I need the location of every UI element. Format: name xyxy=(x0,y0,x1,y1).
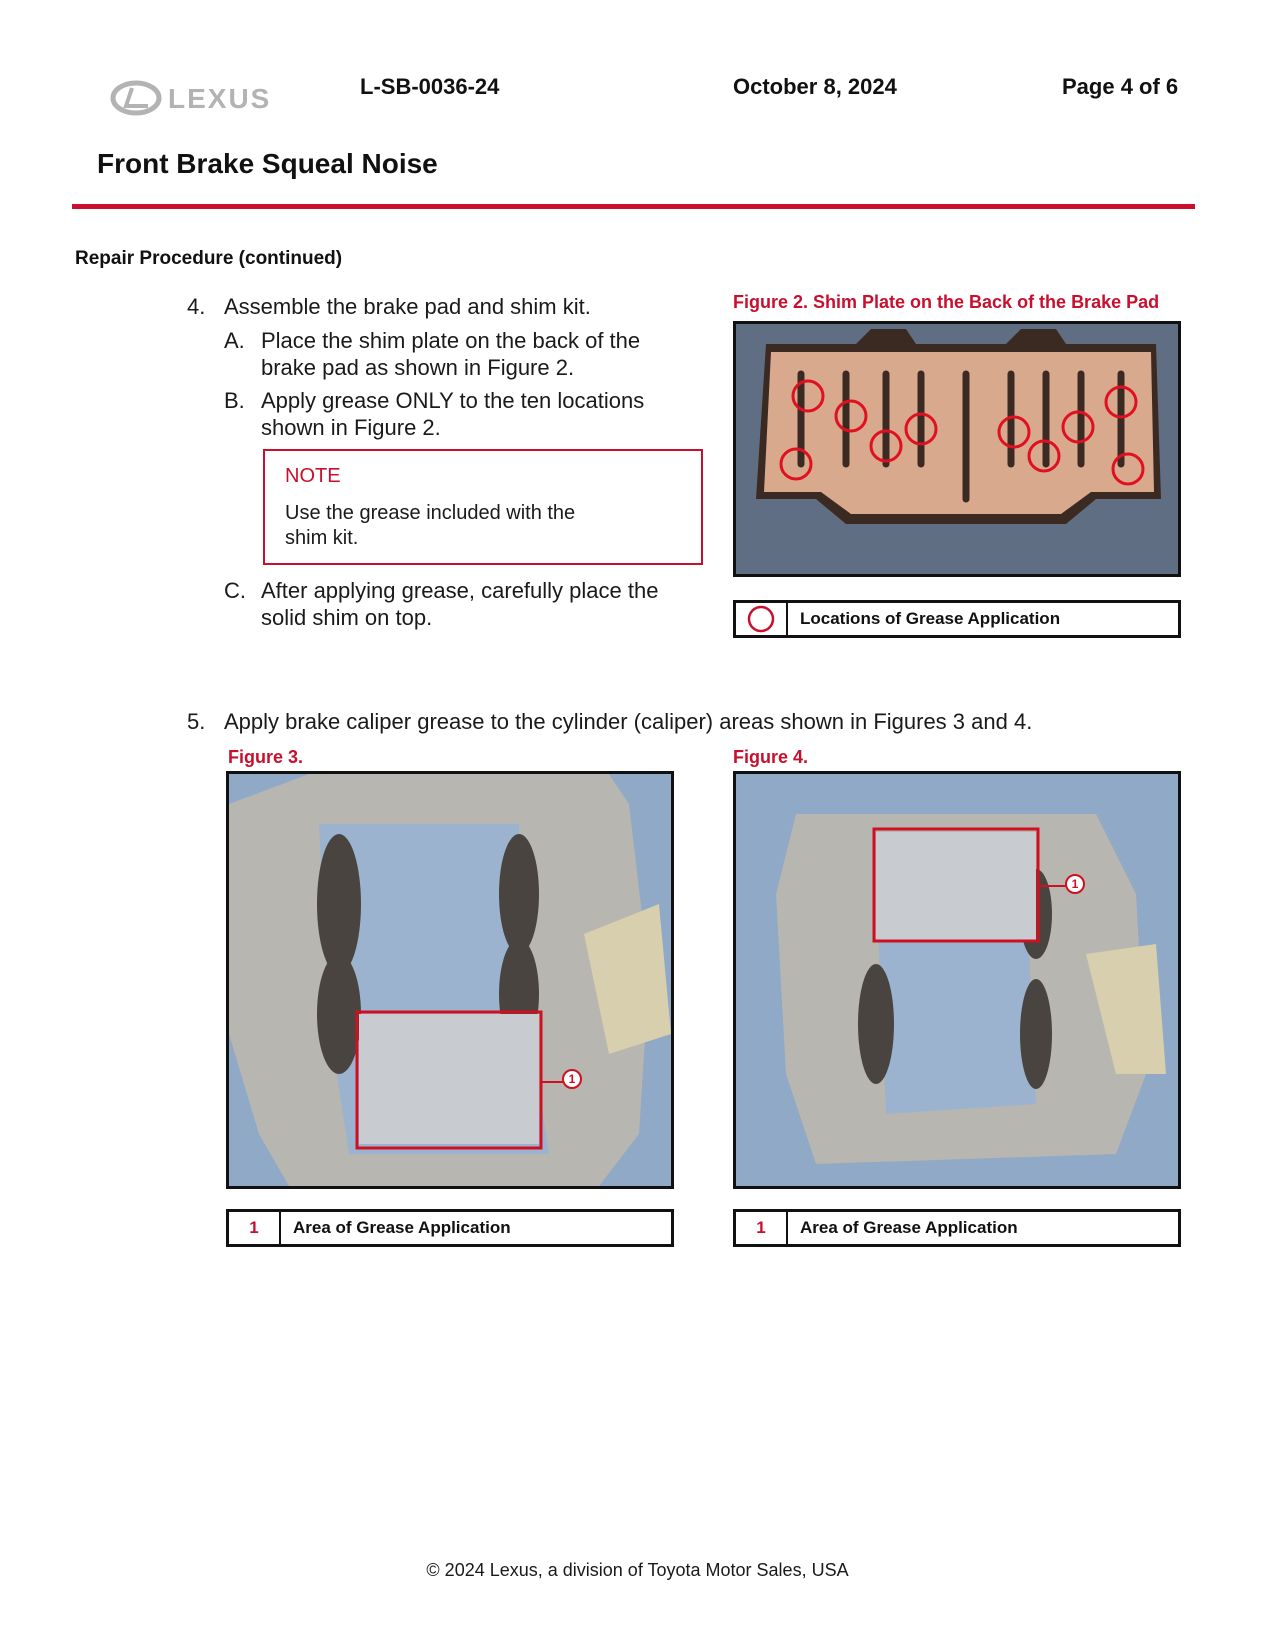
figure-4-photo xyxy=(733,771,1181,1189)
step-4a-line-1: Place the shim plate on the back of the xyxy=(261,328,641,353)
figure-2-legend-label: Locations of Grease Application xyxy=(800,609,1061,628)
note-body xyxy=(285,501,575,551)
figure-3-legend-label: Area of Grease Application xyxy=(293,1218,511,1237)
logo-wordmark: LEXUS xyxy=(168,83,272,114)
figure-2-caption: Figure 2. Shim Plate on the Back of the Brake Pad xyxy=(733,292,1160,312)
figure-4-callout: 1 xyxy=(1065,874,1085,894)
step-4-text: Assemble the brake pad and shim kit. xyxy=(224,294,591,319)
figure-3-legend-number: 1 xyxy=(229,1212,281,1244)
page-number: Page 4 of 6 xyxy=(1062,74,1179,99)
step-4a-line-2: brake pad as shown in Figure 2. xyxy=(261,355,575,380)
step-4c-line-1: After applying grease, carefully place the xyxy=(261,578,659,603)
step-4b-letter: B. xyxy=(224,388,245,413)
figure-3-legend xyxy=(226,1209,674,1247)
note-heading: NOTE xyxy=(285,465,341,487)
step-5-text: Apply brake caliper grease to the cylinder (caliper) areas shown in Figures 3 and 4. xyxy=(224,709,1033,734)
note-line-2: shim kit. xyxy=(285,527,359,549)
copyright-footer: © 2024 Lexus, a division of Toyota Motor Sales, USA xyxy=(426,1560,849,1580)
step-5-number: 5. xyxy=(187,709,206,734)
lexus-logo xyxy=(110,78,305,118)
figure-3-caption: Figure 3. xyxy=(228,747,304,767)
figure-4-caption: Figure 4. xyxy=(733,747,809,767)
note-box xyxy=(263,449,703,565)
figure-2-photo xyxy=(733,321,1181,577)
bulletin-id: L-SB-0036-24 xyxy=(360,74,500,99)
figure-2-legend xyxy=(733,600,1181,638)
step-4c-line-2: solid shim on top. xyxy=(261,605,433,630)
grease-location-circle-icon xyxy=(736,603,788,635)
step-4-number: 4. xyxy=(187,294,206,319)
figure-3-photo xyxy=(226,771,674,1189)
section-heading: Repair Procedure (continued) xyxy=(75,248,343,269)
title-divider xyxy=(72,204,1195,209)
figure-3-callout: 1 xyxy=(562,1069,582,1089)
figure-4-legend-label: Area of Grease Application xyxy=(800,1218,1018,1237)
step-4b-line-2: shown in Figure 2. xyxy=(261,415,441,440)
figure-4-legend-number: 1 xyxy=(736,1212,788,1244)
step-4b-line-1: Apply grease ONLY to the ten locations xyxy=(261,388,645,413)
step-4a-letter: A. xyxy=(224,328,245,353)
page-title: Front Brake Squeal Noise xyxy=(97,148,438,179)
note-line-1: Use the grease included with the xyxy=(285,502,576,524)
step-4c-letter: C. xyxy=(224,578,246,603)
figure-4-legend xyxy=(733,1209,1181,1247)
bulletin-date: October 8, 2024 xyxy=(733,74,897,99)
